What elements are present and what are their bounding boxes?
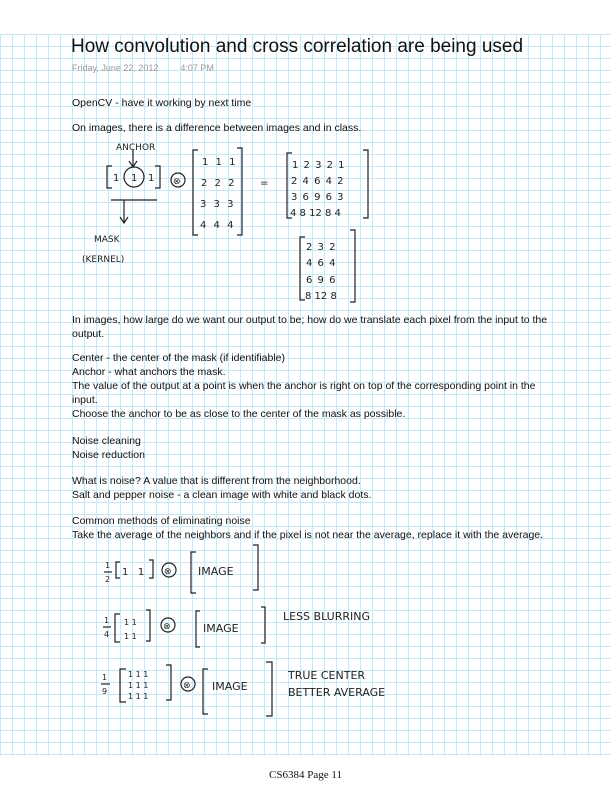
handwritten-text: ⊗ bbox=[183, 681, 191, 691]
handwritten-stroke bbox=[149, 560, 153, 578]
page-title: How convolution and cross correlation are being used bbox=[71, 36, 524, 57]
note-line: In images, how large do we want our output to be; how do we translate each pixel from the input to the output. bbox=[72, 314, 548, 340]
image-label: IMAGE bbox=[198, 565, 234, 578]
page-date: Friday, June 22, 2012 bbox=[72, 63, 159, 73]
valid-row: 8 12 8 bbox=[305, 291, 337, 302]
handwritten-text: IMAGE bbox=[212, 680, 248, 693]
handwritten-stroke bbox=[166, 665, 171, 700]
note-line: The value of the output at a point is when the anchor is right on top of the corresponding point in the input. bbox=[72, 380, 536, 406]
kernel-label: (KERNEL) bbox=[82, 255, 125, 265]
input-row: 3 3 3 bbox=[200, 199, 236, 210]
handwritten-stroke bbox=[115, 614, 120, 642]
input-row: 4 4 4 bbox=[200, 220, 236, 231]
filter-note: BETTER AVERAGE bbox=[288, 686, 386, 699]
handwritten-stroke bbox=[350, 230, 355, 302]
handwritten-stroke bbox=[237, 148, 242, 235]
kernel-row: 1 1 1 bbox=[128, 670, 149, 679]
handwritten-stroke bbox=[116, 562, 120, 578]
mask-bracket-right bbox=[155, 166, 160, 188]
handwritten-stroke bbox=[363, 150, 368, 218]
kernel-row: 1 1 1 bbox=[128, 692, 149, 701]
page-footer: CS6384 Page 11 bbox=[269, 769, 342, 781]
note-line: On images, there is a difference between images and in class. bbox=[72, 122, 362, 134]
handwritten-text: ⊗ bbox=[163, 622, 171, 632]
input-row: 2 2 2 bbox=[201, 178, 237, 189]
fraction-num: 1 bbox=[105, 561, 111, 570]
input-row: 1 1 1 bbox=[202, 157, 238, 168]
handwritten-text: 1 bbox=[102, 673, 108, 682]
handwritten-stroke bbox=[196, 611, 200, 647]
page-time: 4:07 PM bbox=[180, 63, 214, 73]
handwritten-text: 4 bbox=[104, 630, 110, 639]
operator: ⊗ bbox=[173, 177, 181, 187]
filter-note: LESS BLURRING bbox=[283, 610, 371, 623]
note-line: Anchor - what anchors the mask. bbox=[72, 366, 226, 378]
result-row: 4 8 12 8 4 bbox=[290, 208, 341, 219]
result-row: 2 4 6 4 2 bbox=[291, 176, 345, 187]
equals-sign: = bbox=[260, 178, 269, 189]
kernel-row: 1 1 bbox=[124, 618, 137, 627]
handwritten-stroke bbox=[120, 669, 126, 702]
handwritten-text: 1 bbox=[104, 616, 110, 625]
input-bracket-left bbox=[193, 150, 198, 235]
valid-row: 2 3 2 bbox=[306, 242, 337, 253]
kernel-row: 1 1 bbox=[122, 567, 145, 578]
note-line: Noise cleaning bbox=[72, 435, 141, 447]
mask-value: 1 bbox=[148, 173, 155, 184]
mask-label: MASK bbox=[94, 235, 120, 245]
mask-bracket-left bbox=[107, 166, 112, 188]
valid-row: 4 6 4 bbox=[306, 258, 337, 269]
handwritten-stroke bbox=[191, 552, 196, 593]
handwritten-stroke bbox=[261, 607, 265, 643]
note-line: Take the average of the neighbors and if the pixel is not near the average, replace it with the average. bbox=[72, 529, 544, 541]
handwritten-text: 9 bbox=[102, 687, 108, 696]
note-line: What is noise? A value that is different from the neighborhood. bbox=[72, 475, 361, 487]
handwritten-text: IMAGE bbox=[203, 622, 239, 635]
note-line: Center - the center of the mask (if identifiable) bbox=[72, 352, 286, 364]
note-line: Noise reduction bbox=[72, 449, 145, 461]
mask-value: 1 bbox=[131, 173, 138, 184]
note-line: Salt and pepper noise - a clean image with white and black dots. bbox=[72, 489, 372, 501]
note-line: Common methods of eliminating noise bbox=[72, 515, 251, 527]
fraction-den: 2 bbox=[105, 575, 111, 584]
handwritten-stroke bbox=[253, 545, 258, 590]
anchor-label: ANCHOR bbox=[116, 143, 156, 153]
valid-row: 6 9 6 bbox=[306, 275, 337, 286]
result-row: 1 2 3 2 1 bbox=[292, 160, 346, 171]
mask-value: 1 bbox=[113, 173, 120, 184]
handwritten-text: ⊗ bbox=[164, 567, 172, 577]
note-line: Choose the anchor to be as close to the center of the mask as possible. bbox=[72, 408, 406, 420]
kernel-row: 1 1 bbox=[124, 632, 137, 641]
kernel-row: 1 1 1 bbox=[128, 681, 149, 690]
handwritten-stroke bbox=[203, 669, 208, 714]
handwritten-stroke bbox=[146, 610, 150, 641]
result-row: 3 6 9 6 3 bbox=[291, 192, 345, 203]
filter-note: TRUE CENTER bbox=[288, 669, 366, 682]
handwritten-stroke bbox=[266, 662, 272, 716]
note-line: OpenCV - have it working by next time bbox=[72, 97, 252, 109]
handwritten-stroke bbox=[82, 143, 385, 701]
